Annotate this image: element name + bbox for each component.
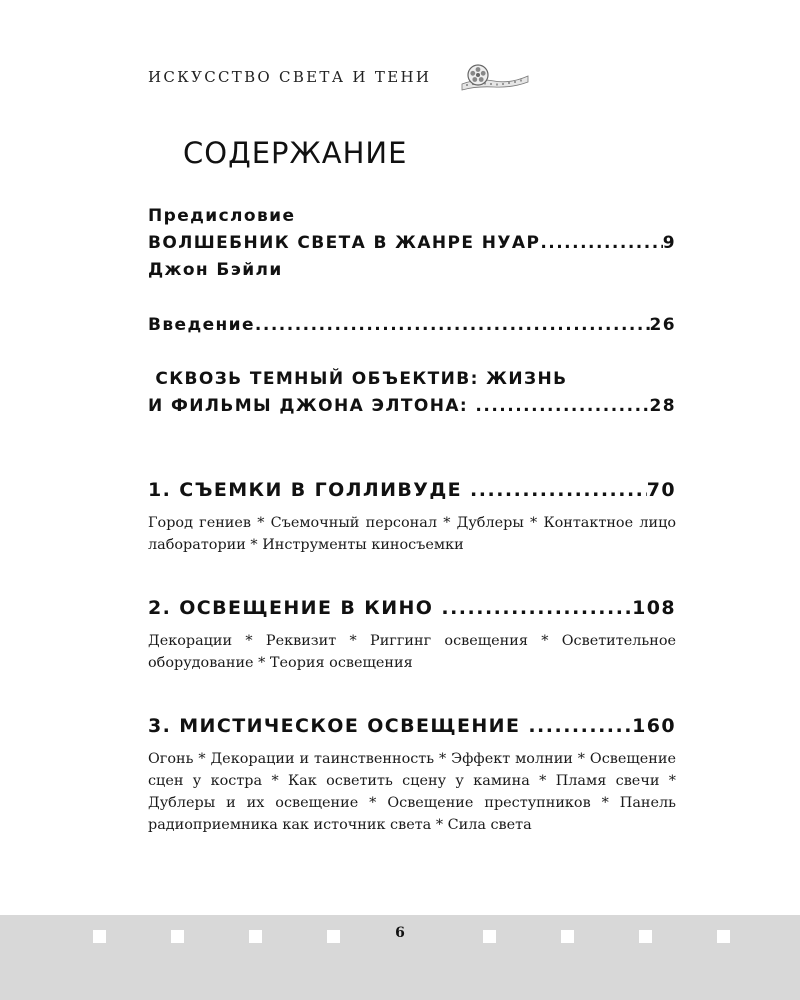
leader-dots — [475, 393, 649, 420]
leader-dots — [528, 713, 632, 740]
chapter-1-title-line: 1. СЪЕМКИ В ГОЛЛИВУДЕ ..... 70 — [148, 477, 676, 504]
page-ref: 70 — [646, 479, 676, 501]
chapter-2-topics: Декорации * Реквизит * Риггинг освещения * Осветительное оборудование * Теория освещения — [148, 633, 676, 671]
chapter-3-topics: Огонь * Декорации и таинственность * Эффект молнии * Освещение сцен у костра * Как осветить сцену у камина * Пламя свечи * Дублеры и их освещение * Освещение преступников * Панель радиоприемника как источник света * Сила света — [148, 751, 676, 833]
page-ref: 26 — [649, 315, 676, 335]
chapter-1-topics: Город гениев * Съемочный персонал * Дублеры * Контактное лицо лаборатории * Инструменты киносъемки — [148, 515, 676, 553]
decorative-square — [249, 930, 262, 943]
leader-dots — [540, 230, 662, 257]
introduction-line: Введение ..... 26 — [148, 312, 676, 339]
leader-dots — [255, 312, 650, 339]
page-ref: 9 — [662, 233, 676, 253]
running-head-title: ИСКУССТВО СВЕТА И ТЕНИ — [148, 68, 432, 86]
footer-band — [0, 915, 800, 1000]
preface-label: Предисловие — [148, 206, 296, 226]
page-title: СОДЕРЖАНИЕ — [183, 136, 408, 170]
decorative-square — [561, 930, 574, 943]
toc-chapter-3[interactable] — [148, 713, 676, 740]
toc-entry-preface[interactable] — [148, 203, 676, 284]
decorative-square — [483, 930, 496, 943]
toc-chapter-1[interactable] — [148, 477, 676, 504]
page-ref: 160 — [632, 715, 676, 737]
decorative-square — [717, 930, 730, 943]
page-ref: 108 — [632, 597, 676, 619]
preface-author: Джон Бэйли — [148, 260, 283, 280]
decorative-square — [327, 930, 340, 943]
preface-title-line: ВОЛШЕБНИК СВЕТА В ЖАНРЕ НУАР ..... 9 — [148, 230, 676, 257]
decorative-square — [93, 930, 106, 943]
essay-line-1: СКВОЗЬ ТЕМНЫЙ ОБЪЕКТИВ: ЖИЗНЬ — [148, 369, 568, 389]
toc-entry-essay[interactable] — [148, 366, 676, 420]
leader-dots — [441, 595, 632, 622]
decorative-square — [639, 930, 652, 943]
chapter-2-title-line: 2. ОСВЕЩЕНИЕ В КИНО ..... 108 — [148, 595, 676, 622]
toc-chapter-2[interactable] — [148, 595, 676, 622]
essay-line-2: И ФИЛЬМЫ ДЖОНА ЭЛТОНА: ..... 28 — [148, 393, 676, 420]
chapter-3-title-line: 3. МИСТИЧЕСКОЕ ОСВЕЩЕНИЕ ..... 160 — [148, 713, 676, 740]
film-reel-icon — [458, 62, 530, 92]
toc-entry-introduction[interactable] — [148, 312, 676, 339]
decorative-square — [171, 930, 184, 943]
page-ref: 28 — [649, 396, 676, 416]
page-number: 6 — [395, 925, 405, 941]
leader-dots — [470, 477, 647, 504]
